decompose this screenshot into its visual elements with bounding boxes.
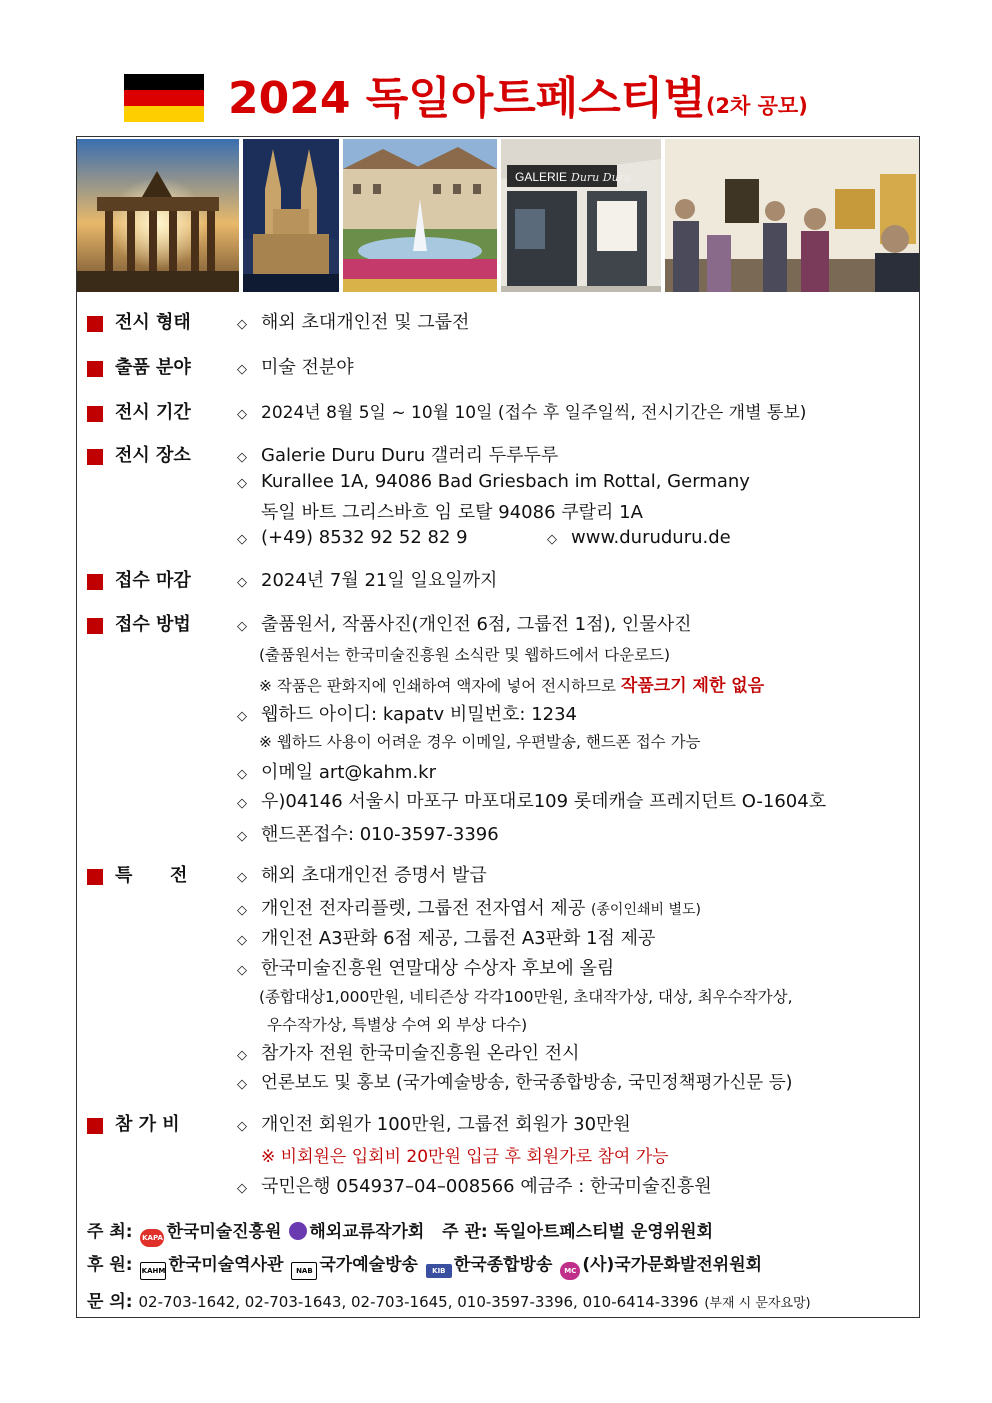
- kapa-logo-icon: KAPA: [140, 1229, 164, 1247]
- fee-bank-account: ◇ 국민은행 054937–04–008566 예금주 : 한국미술진흥원: [237, 1176, 712, 1197]
- cologne-cathedral-photo: [243, 139, 339, 292]
- method-line-5: ※ 웹하드 사용이 어려운 경우 이메일, 우편발송, 핸드폰 접수 가능: [259, 733, 701, 751]
- method-phone: ◇ 핸드폰접수: 010-3597-3396: [237, 824, 499, 845]
- method-line-1: ◇ 출품원서, 작품사진(개인전 6점, 그룹전 1점), 인물사진: [237, 614, 692, 635]
- benefit-line-2: ◇ 개인전 전자리플렛, 그룹전 전자엽서 제공 (종이인쇄비 별도): [237, 898, 701, 919]
- host-label: 주 최:: [87, 1222, 133, 1242]
- sponsor-3: 한국종합방송: [453, 1255, 553, 1275]
- bullet-square-icon: [87, 449, 103, 465]
- germany-flag-icon: [124, 74, 204, 122]
- sponsor-1: 한국미술역사관: [168, 1255, 284, 1275]
- bullet-square-icon: [87, 869, 103, 885]
- organizer: 독일아트페스티벌 운영위원회: [493, 1222, 713, 1242]
- bullet-square-icon: [87, 406, 103, 422]
- section-value: ◇ 해외 초대개인전 및 그룹전: [237, 312, 470, 333]
- venue-name: ◇ Galerie Duru Duru 갤러리 두루두루: [237, 445, 559, 466]
- section-label: 참 가 비: [115, 1114, 180, 1135]
- section-label: 전시 장소: [115, 445, 191, 466]
- venue-address-en: ◇ Kurallee 1A, 94086 Bad Griesbach im Rottal, Germany: [237, 471, 750, 492]
- organizer-label: 주 관:: [442, 1222, 488, 1242]
- kahm-logo-icon: KAHM: [140, 1262, 166, 1280]
- venue-phone: ◇ (+49) 8532 92 52 82 9: [237, 527, 468, 548]
- section-label: 특 전: [115, 865, 188, 886]
- method-webhard: ◇ 웹하드 아이디: kapatv 비밀번호: 1234: [237, 704, 578, 725]
- mcdc-logo-icon: MC: [560, 1262, 580, 1280]
- brandenburg-gate-photo: [77, 139, 239, 292]
- footer-contact-row: [87, 1287, 811, 1312]
- section-label: 접수 방법: [115, 614, 191, 635]
- bullet-square-icon: [87, 618, 103, 634]
- benefit-line-3: ◇ 개인전 A3판화 6점 제공, 그룹전 A3판화 1점 제공: [237, 928, 656, 949]
- bullet-square-icon: [87, 574, 103, 590]
- bad-griesbach-fountain-photo: [343, 139, 497, 292]
- benefit-line-4: ◇ 한국미술진흥원 연말대상 수상자 후보에 올림: [237, 958, 615, 979]
- bullet-square-icon: [87, 316, 103, 332]
- benefit-line-8: ◇ 언론보도 및 홍보 (국가예술방송, 한국종합방송, 국민정책평가신문 등): [237, 1073, 793, 1093]
- kbs-logo-icon: KIB: [426, 1264, 452, 1278]
- footer-sponsor-row: [87, 1250, 762, 1280]
- method-line-2: (출품원서는 한국미술진흥원 소식란 및 웹하드에서 다운로드): [259, 646, 671, 664]
- section-value: ◇ 미술 전분야: [237, 357, 354, 378]
- contact-label: 문 의:: [87, 1292, 133, 1312]
- bullet-square-icon: [87, 361, 103, 377]
- benefit-line-7: ◇ 참가자 전원 한국미술진흥원 온라인 전시: [237, 1043, 580, 1064]
- benefit-line-5: (종합대상1,000만원, 네티즌상 각각100만원, 초대작가상, 대상, 최우수작가상,: [259, 988, 793, 1006]
- photo-strip: [77, 137, 919, 294]
- benefit-line-1: ◇ 해외 초대개인전 증명서 발급: [237, 865, 487, 886]
- sponsor-2: 국가예술방송: [319, 1255, 418, 1275]
- section-label: 전시 형태: [115, 312, 191, 333]
- bullet-square-icon: [87, 1118, 103, 1134]
- contact-numbers: 02-703-1642, 02-703-1643, 02-703-1645, 010-3597-3396, 010-6414-3396: [138, 1293, 699, 1311]
- svg-text:GALERIE: GALERIE: [515, 170, 568, 184]
- method-email: ◇ 이메일 art@kahm.kr: [237, 762, 436, 783]
- content-box: [76, 136, 920, 1318]
- fee-nonmember-note: ※ 비회원은 입회비 20만원 입금 후 회원가로 참여 가능: [261, 1147, 669, 1167]
- method-line-3: ※ 작품은 판화지에 인쇄하여 액자에 넣어 전시하므로 작품크기 제한 없음: [259, 676, 765, 696]
- section-label: 접수 마감: [115, 570, 191, 591]
- venue-website-link[interactable]: ◇ www.duruduru.de: [547, 527, 731, 548]
- section-label: 전시 기간: [115, 402, 191, 423]
- svg-text:Duru Duru: Duru Duru: [571, 171, 631, 184]
- section-value: ◇ 2024년 7월 21일 일요일까지: [237, 570, 498, 591]
- sponsor-label: 후 원:: [87, 1255, 133, 1275]
- benefit-line-6: 우수작가상, 특별상 수여 외 부상 다수): [267, 1016, 528, 1034]
- contact-note: (부재 시 문자요망): [704, 1296, 811, 1311]
- section-label: 출품 분야: [115, 357, 191, 378]
- artists-society-logo-icon: [289, 1222, 307, 1240]
- gallery-visitors-photo: [665, 139, 919, 292]
- footer-host-row: [87, 1217, 713, 1247]
- venue-address-ko: 독일 바트 그리스바흐 임 로탈 94086 쿠랄리 1A: [261, 502, 643, 523]
- nab-logo-icon: NAB: [291, 1262, 317, 1280]
- sponsor-4: (사)국가문화발전위원회: [582, 1255, 763, 1275]
- host-1: 한국미술진흥원: [166, 1222, 282, 1242]
- host-2: 해외교류작가회: [309, 1222, 425, 1242]
- section-value: ◇ 2024년 8월 5일 ~ 10월 10일 (접수 후 일주일씩, 전시기간은 개별 통보): [237, 403, 807, 423]
- page-title: 2024 독일아트페스티벌(2차 공모): [228, 73, 808, 124]
- galerie-duru-duru-storefront-photo: [501, 139, 661, 292]
- method-mail-address: ◇ 우)04146 서울시 마포구 마포대로109 롯데캐슬 프레지던트 O-1604호: [237, 791, 827, 812]
- title-subtitle: (2차 공모): [705, 94, 808, 118]
- title-row: [0, 64, 992, 134]
- fee-line-1: ◇ 개인전 회원가 100만원, 그룹전 회원가 30만원: [237, 1114, 631, 1135]
